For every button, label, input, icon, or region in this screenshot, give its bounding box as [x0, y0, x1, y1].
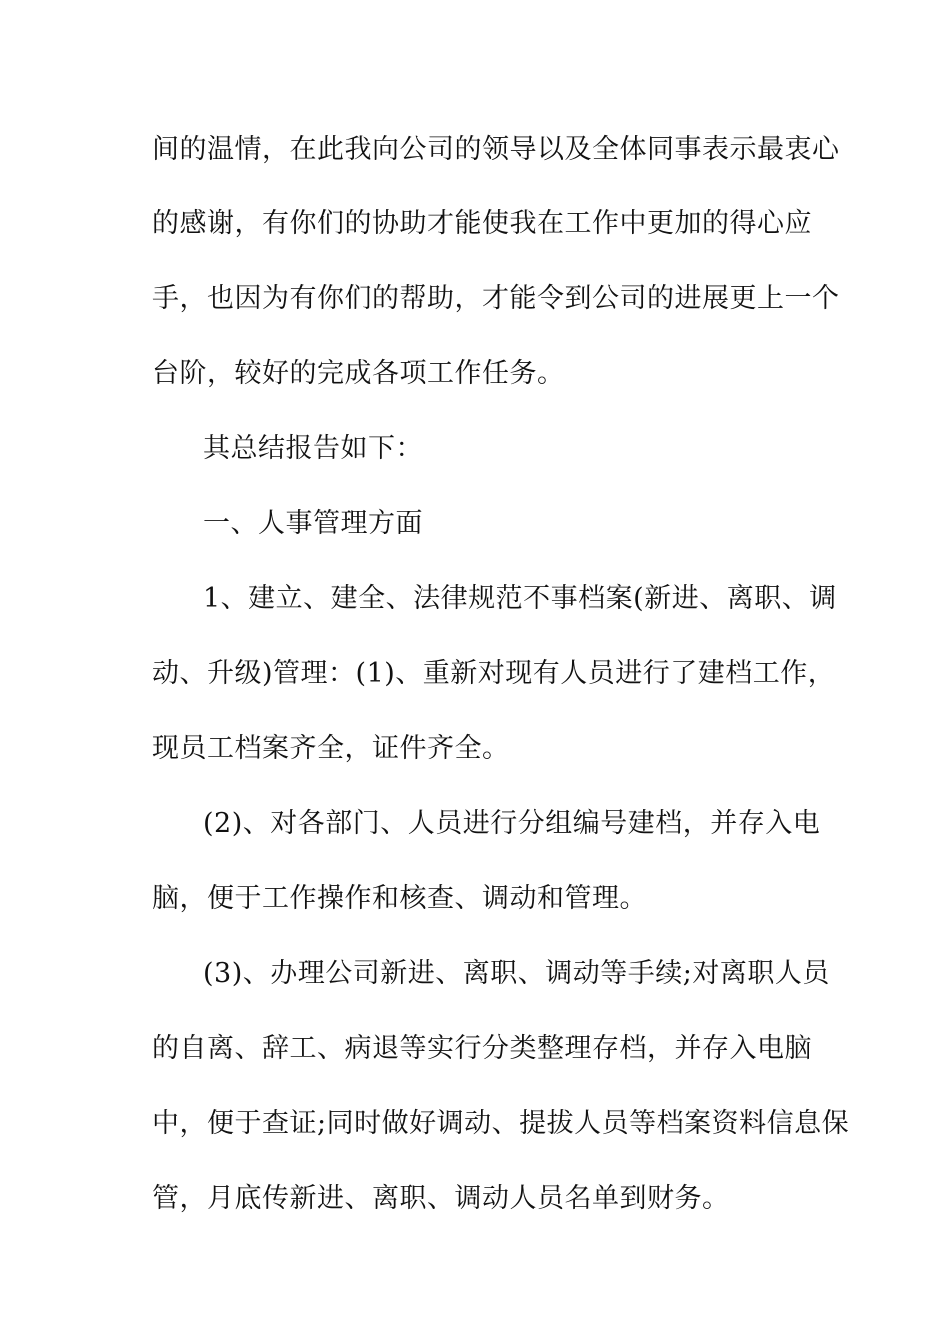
- paragraph-line: 手，也因为有你们的帮助，才能令到公司的进展更上一个: [152, 283, 840, 314]
- paragraph-line: 管，月底传新进、离职、调动人员名单到财务。: [152, 1183, 730, 1214]
- section-heading: 一、人事管理方面: [203, 508, 423, 539]
- paragraph-line: 动、升级)管理：(1)、重新对现有人员进行了建档工作，: [152, 658, 836, 689]
- paragraph-line: 现员工档案齐全，证件齐全。: [152, 733, 510, 764]
- paragraph-line: (2)、对各部门、人员进行分组编号建档，并存入电: [203, 808, 821, 839]
- paragraph-line: 1、建立、建全、法律规范不事档案(新进、离职、调: [203, 583, 837, 614]
- paragraph-line: 脑，便于工作操作和核查、调动和管理。: [152, 883, 647, 914]
- paragraph-line: 台阶，较好的完成各项工作任务。: [152, 358, 565, 389]
- paragraph-line: 的感谢，有你们的协助才能使我在工作中更加的得心应: [152, 208, 812, 239]
- paragraph-line: 间的温情，在此我向公司的领导以及全体同事表示最衷心: [152, 134, 840, 165]
- paragraph-line: (3)、办理公司新进、离职、调动等手续;对离职人员: [203, 958, 830, 989]
- paragraph-line: 其总结报告如下：: [203, 433, 423, 464]
- paragraph-line: 中，便于查证;同时做好调动、提拔人员等档案资料信息保: [152, 1108, 850, 1139]
- paragraph-line: 的自离、辞工、病退等实行分类整理存档，并存入电脑: [152, 1033, 812, 1064]
